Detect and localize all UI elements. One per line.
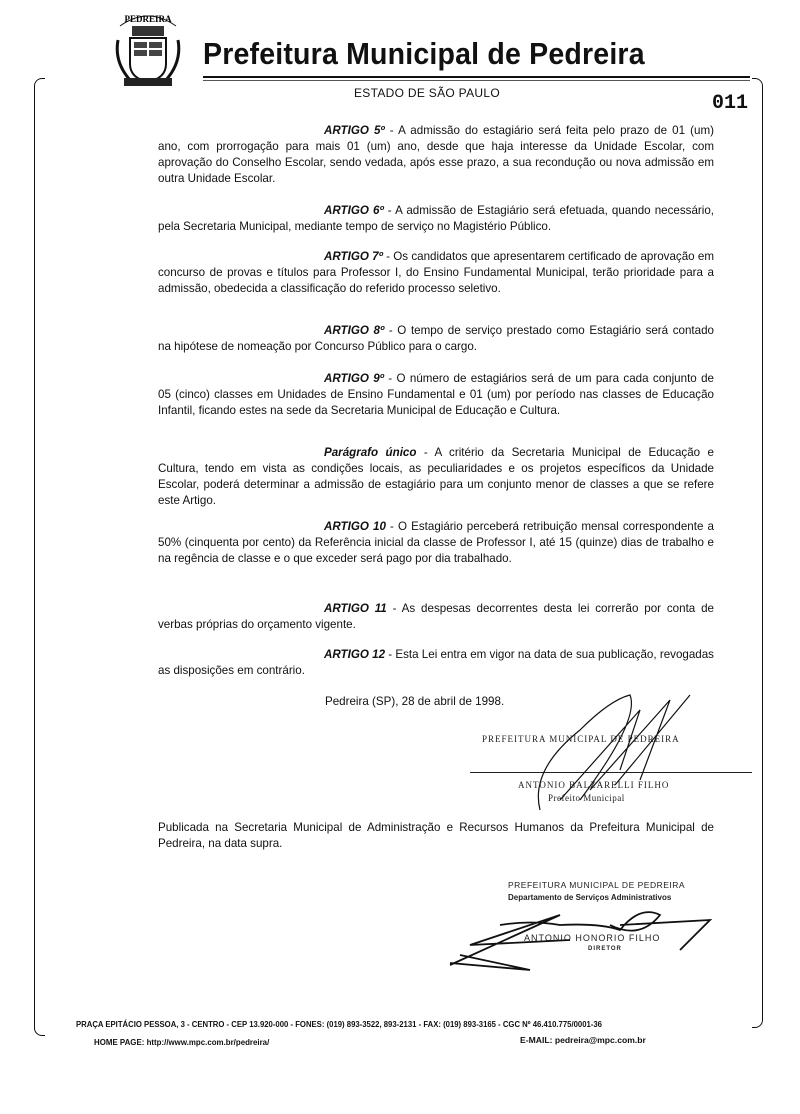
footer-homepage[interactable]: HOME PAGE: http://www.mpc.com.br/pedreira/ bbox=[94, 1037, 270, 1047]
frame-right bbox=[752, 78, 763, 1028]
signature2-scribble bbox=[440, 895, 730, 975]
article-lead: ARTIGO 5º bbox=[324, 124, 385, 137]
article-11 bbox=[158, 601, 714, 633]
article-lead: ARTIGO 10 bbox=[324, 520, 386, 533]
page-number: 011 bbox=[712, 92, 749, 115]
article-text: - A admissão do estagiário será feita pelo prazo de 01 (um) ano, com prorrogação para mais 01 (um) ano, desde que haja interesse da Unidade Escolar, com aprovação do Conselho Escolar, sendo vedada, após esse prazo, a sua recondução ou nova admissão em outra Unidade Escolar. bbox=[158, 124, 715, 185]
article-text: - O número de estagiários será de um para cada conjunto de 05 (cinco) classes em Unidades de Ensino Fundamental e 01 (um) por período nas classes de Educação Infantil, ficando estes na sede da Secretaria Municipal de Educação e Cultura. bbox=[158, 372, 714, 417]
svg-text:PEDREIRA: PEDREIRA bbox=[124, 14, 172, 24]
signature2-department: Departamento de Serviços Administrativos bbox=[508, 893, 672, 902]
article-5 bbox=[158, 123, 714, 187]
title-underline bbox=[203, 76, 750, 78]
document-title: Prefeitura Municipal de Pedreira bbox=[203, 36, 645, 71]
article-6 bbox=[158, 203, 714, 235]
signature1-scribble bbox=[520, 690, 700, 820]
article-lead: Parágrafo único bbox=[324, 446, 417, 459]
article-8 bbox=[158, 323, 714, 355]
article-lead: ARTIGO 9º bbox=[324, 372, 384, 385]
article-lead: ARTIGO 11 bbox=[324, 602, 387, 615]
article-lead: ARTIGO 12 bbox=[324, 648, 386, 661]
date-line: Pedreira (SP), 28 de abril de 1998. bbox=[325, 695, 505, 708]
article-9 bbox=[158, 371, 714, 419]
article-text: - As despesas decorrentes desta lei correrão por conta de verbas próprias do orçamento vigente. bbox=[158, 602, 714, 631]
frame-left bbox=[34, 78, 45, 1036]
article-text: - O tempo de serviço prestado como Estagiário será contado na hipótese de nomeação por Concurso Público para o cargo. bbox=[158, 324, 715, 353]
article-text: - A admissão de Estagiário será efetuada, quando necessário, pela Secretaria Municipal, mediante tempo de serviço no Magistério Público. bbox=[158, 204, 714, 233]
article-7 bbox=[158, 249, 714, 297]
article-lead: ARTIGO 7º bbox=[324, 250, 383, 263]
signature2-stamp: PREFEITURA MUNICIPAL DE PEDREIRA bbox=[508, 880, 686, 890]
article-text: - Os candidatos que apresentarem certificado de aprovação em concurso de provas e títulos para Professor I, do Ensino Fundamental Municipal, terão prioridade para a admissão, obedecida a classificação do referido processo seletivo. bbox=[158, 250, 714, 295]
signature2-name: ANTONIO HONORIO FILHO bbox=[524, 933, 661, 943]
footer-address: PRAÇA EPITÁCIO PESSOA, 3 - CENTRO - CEP 13.920-000 - FONES: (019) 893-3522, 893-2131 - FAX: (019) 893-3165 - CGC Nº 46.410.775/0001-36 bbox=[76, 1019, 602, 1029]
article-lead: ARTIGO 6º bbox=[324, 204, 384, 217]
signature1-name: ANTONIO BALZARELLI FILHO bbox=[518, 780, 670, 790]
footer-email[interactable]: E-MAIL: pedreira@mpc.com.br bbox=[520, 1035, 646, 1045]
paragraph-unico bbox=[158, 445, 714, 509]
state-subtitle: ESTADO DE SÃO PAULO bbox=[354, 86, 500, 100]
publication-note: Publicada na Secretaria Municipal de Administração e Recursos Humanos da Prefeitura Municipal de Pedreira, na data supra. bbox=[158, 821, 714, 850]
article-text: - A critério da Secretaria Municipal de Educação e Cultura, tendo em vista as condições locais, as peculiaridades e os projetos específicos da Unidade Escolar, poderá determinar a admissão de estagiário para um conjunto menor de classes a que se refere este Artigo. bbox=[158, 446, 714, 507]
article-10 bbox=[158, 519, 714, 567]
article-lead: ARTIGO 8º bbox=[324, 324, 385, 337]
article-text: - O Estagiário perceberá retribuição mensal correspondente a 50% (cinquenta por cento) da Referência inicial da classe de Professor I, até 15 (quinze) dias de trabalho e na regência de classe e o que exceder será pago por dia trabalhado. bbox=[158, 520, 714, 565]
signature1-stamp: PREFEITURA MUNICIPAL DE PEDREIRA bbox=[482, 734, 680, 744]
title-underline-thin bbox=[203, 80, 750, 81]
signature1-role: Prefeito Municipal bbox=[548, 793, 625, 803]
article-text: - Esta Lei entra em vigor na data de sua publicação, revogadas as disposições em contrário. bbox=[158, 648, 714, 677]
article-12 bbox=[158, 647, 714, 679]
city-crest bbox=[112, 6, 184, 98]
signature2-role: DIRETOR bbox=[588, 946, 622, 952]
